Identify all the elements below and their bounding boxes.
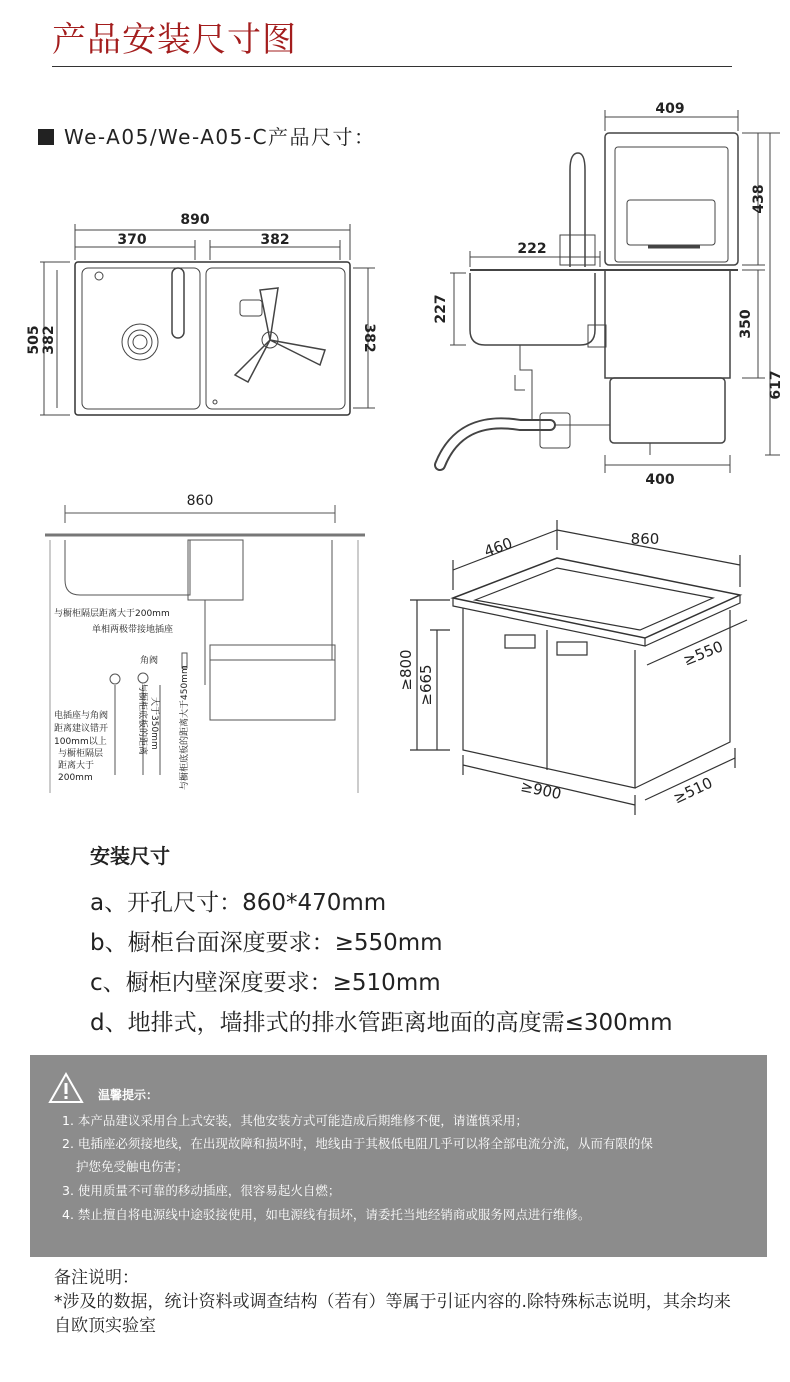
cabinet-note-11: 大于350mm	[149, 697, 159, 750]
cabinet-note-12: 与橱柜底板的距离大于450mm	[180, 665, 190, 790]
title-divider	[52, 66, 732, 67]
install-item-a: a、开孔尺寸：860*470mm	[90, 890, 387, 916]
dim-left-width: 370	[117, 232, 147, 248]
iso-height-1: ≥800	[397, 649, 415, 691]
cabinet-note-8: 距离大于	[58, 761, 95, 771]
cabinet-width: 860	[186, 493, 214, 509]
isometric-cabinet-diagram	[395, 510, 780, 820]
tip-2-cont: 护您免受触电伤害；	[76, 1159, 189, 1174]
warning-icon	[48, 1072, 84, 1104]
dim-outer-depth: 505	[26, 325, 42, 355]
tip-4: 4. 禁止擅自将电源线中途驳接使用，如电源线有损坏，请委托当地经销商或服务网点进行维修。	[62, 1207, 591, 1222]
model-heading	[38, 124, 376, 150]
cabinet-note-1: 与橱柜隔层距离大于200mm	[54, 609, 170, 619]
cabinet-note-6: 100mm以上	[54, 737, 107, 747]
iso-bottom-width: ≥900	[519, 777, 564, 804]
dim-total-width: 890	[180, 212, 210, 228]
cabinet-note-7: 与橱柜隔层	[58, 749, 104, 759]
dim-right-width: 382	[260, 232, 290, 248]
dim-top-width: 409	[655, 101, 685, 117]
notes-title: 备注说明：	[54, 1268, 139, 1288]
cabinet-note-10: 与橱柜底板的距离	[137, 683, 147, 756]
iso-height-2: ≥665	[417, 664, 435, 706]
side-view-diagram	[420, 95, 785, 495]
notes-body: *涉及的数据，统计资料或调查结构（若有）等属于引证内容的.除特殊标志说明，其余均来自欧顶实验室	[54, 1292, 731, 1336]
install-heading: 安装尺寸	[90, 844, 170, 868]
dim-inner-depth: 382	[41, 325, 57, 355]
dim-right-depth: 382	[361, 323, 377, 353]
cabinet-note-4: 电插座与角阀	[54, 711, 109, 721]
dim-upper-height: 438	[751, 184, 767, 214]
cabinet-note-5: 距离建议错开	[54, 724, 109, 734]
dim-total-height: 617	[768, 370, 784, 400]
install-item-b: b、橱柜台面深度要求：≥550mm	[90, 930, 443, 956]
dim-sink-depth: 227	[433, 294, 449, 324]
dim-bottom-width: 400	[645, 472, 675, 488]
tip-2: 2. 电插座必须接地线，在出现故障和损坏时，地线由于其极低电阻几乎可以将全部电流分流，从而有限的保	[62, 1136, 653, 1151]
iso-bottom-depth: ≥510	[670, 773, 716, 808]
cabinet-note-9: 200mm	[58, 773, 93, 783]
cabinet-note-2: 单相两极带接地插座	[92, 625, 174, 635]
iso-width: 860	[630, 530, 660, 548]
tip-3: 3. 使用质量不可靠的移动插座，很容易起火自燃；	[62, 1183, 341, 1198]
model-label: We-A05/We-A05-C产品尺寸：	[64, 125, 376, 149]
square-bullet-icon	[38, 129, 54, 145]
install-item-d: d、地排式，墙排式的排水管距离地面的高度需≤300mm	[90, 1010, 673, 1036]
dim-body-height: 350	[738, 309, 754, 339]
iso-depth: 460	[481, 533, 515, 561]
tip-1: 1. 本产品建议采用台上式安装，其他安装方式可能造成后期维修不便，请谨慎采用；	[62, 1113, 528, 1128]
top-view-diagram	[20, 210, 377, 425]
install-item-c: c、橱柜内壁深度要求：≥510mm	[90, 970, 441, 996]
cabinet-section-diagram	[40, 485, 380, 800]
dim-sink-width: 222	[517, 241, 547, 257]
iso-side-depth: ≥550	[680, 637, 726, 670]
cabinet-note-3: 角阀	[140, 656, 159, 666]
page-title: 产品安装尺寸图	[52, 20, 297, 60]
tips-title: 温馨提示：	[98, 1088, 159, 1102]
